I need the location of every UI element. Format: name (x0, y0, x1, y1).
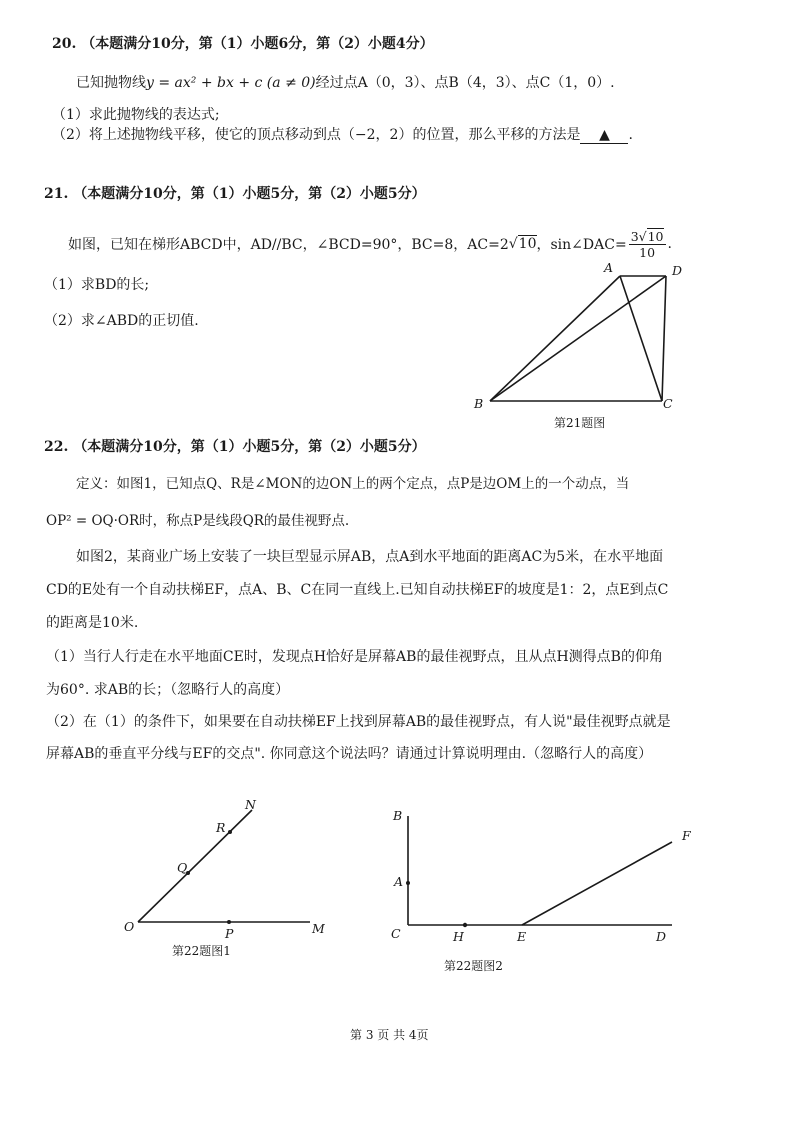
fig22-2-caption: 第22题图2 (444, 959, 503, 973)
q20-stem-b: 经过点A（0，3）、点B（4，3）、点C（1，0）. (315, 75, 615, 91)
q21-sqrt: √10 (508, 236, 537, 252)
q22-part2-line1: （2）在（1）的条件下，如果要在自动扶梯EF上找到屏幕AB的最佳视野点，有人说"最佳视野点就是 (46, 714, 671, 730)
fig21-caption: 第21题图 (554, 416, 606, 430)
q22-def-line2: OP² = OQ·OR时，称点P是线段QR的最佳视野点. (46, 513, 350, 529)
q21-part2: （2）求∠ABD的正切值. (44, 313, 199, 329)
q21-part1: （1）求BD的长; (44, 277, 150, 293)
q20-part2-text: （2）将上述抛物线平移，使它的顶点移动到点（−2，2）的位置，那么平移的方法是 (52, 127, 581, 143)
q21-stem-b: ，sin∠DAC= (536, 237, 627, 253)
fig22-2-label-C: C (391, 926, 401, 941)
fig21-label-B: B (474, 396, 484, 411)
fig21-label-D: D (672, 263, 683, 278)
fig22-2-label-E: E (517, 929, 527, 944)
fig22-2-label-H: H (453, 929, 464, 944)
fig22-1-label-N: N (245, 797, 256, 812)
q22-part2-line2: 屏幕AB的垂直平分线与EF的交点". 你同意这个说法吗？请通过计算说明理由.（忽略行人的高度） (46, 746, 653, 762)
q22-para-line1: 如图2，某商业广场上安装了一块巨型显示屏AB，点A到水平地面的距离AC为5米，在水平地面 (76, 549, 664, 565)
q22-part1-line1: （1）当行人行走在水平地面CE时，发现点H恰好是屏幕AB的最佳视野点，且从点H测得点B的仰角 (46, 649, 663, 665)
q21-header: 21. （本题满分10分，第（1）小题5分，第（2）小题5分） (44, 186, 426, 202)
q21-frac-numerator: 3√10 (630, 228, 664, 244)
fig22-2-label-A: A (394, 874, 404, 889)
q21-stem-end: . (667, 236, 672, 252)
fig22-2-escalator-EF (522, 842, 672, 925)
q22-para-line3: 的距离是10米. (46, 615, 139, 631)
q21-stem-a: 如图，已知在梯形ABCD中，AD//BC，∠BCD=90°，BC=8，AC=2 (68, 237, 509, 253)
fig22-1-label-P: P (225, 926, 234, 941)
q22-part1-line2: 为60°. 求AB的长；（忽略行人的高度） (46, 682, 290, 698)
q21-sqrt-value: 10 (518, 236, 537, 252)
q21-frac-denominator: 10 (639, 244, 656, 260)
q20-end: . (628, 127, 633, 143)
fig22-2-label-B: B (393, 808, 403, 823)
page-footer: 第 3 页 共 4页 (350, 1028, 429, 1042)
fig22-2-label-F: F (682, 828, 691, 843)
q22-para-line2: CD的E处有一个自动扶梯EF，点A、B、C在同一直线上.已知自动扶梯EF的坡度是1：2，点E到点C (46, 582, 669, 598)
fig22-1-caption: 第22题图1 (172, 944, 231, 958)
fig22-2-point-A (406, 881, 410, 885)
fig22-2-label-D: D (656, 929, 667, 944)
fig22-2-point-H (463, 923, 467, 927)
q20-stem-a: 已知抛物线 (76, 75, 146, 91)
q20-formula: y = ax² + bx + c (a ≠ 0) (146, 75, 316, 91)
fig22-1-label-Q: Q (177, 860, 188, 875)
q22-def-line1: 定义：如图1，已知点Q、R是∠MON的边ON上的两个定点，点P是边OM上的一个动点，当 (76, 476, 630, 492)
q20-header: 20. （本题满分10分，第（1）小题6分，第（2）小题4分） (52, 36, 434, 52)
q22-header: 22. （本题满分10分，第（1）小题5分，第（2）小题5分） (44, 439, 426, 455)
answer-blank: ▲ (580, 127, 628, 144)
q20-part1: （1）求此抛物线的表达式; (52, 107, 220, 123)
fig21-label-C: C (663, 396, 673, 411)
fig22-1-label-O: O (124, 919, 135, 934)
fig21-label-A: A (604, 260, 614, 275)
fig22-1-label-M: M (312, 921, 325, 936)
fig22-1-label-R: R (216, 820, 226, 835)
